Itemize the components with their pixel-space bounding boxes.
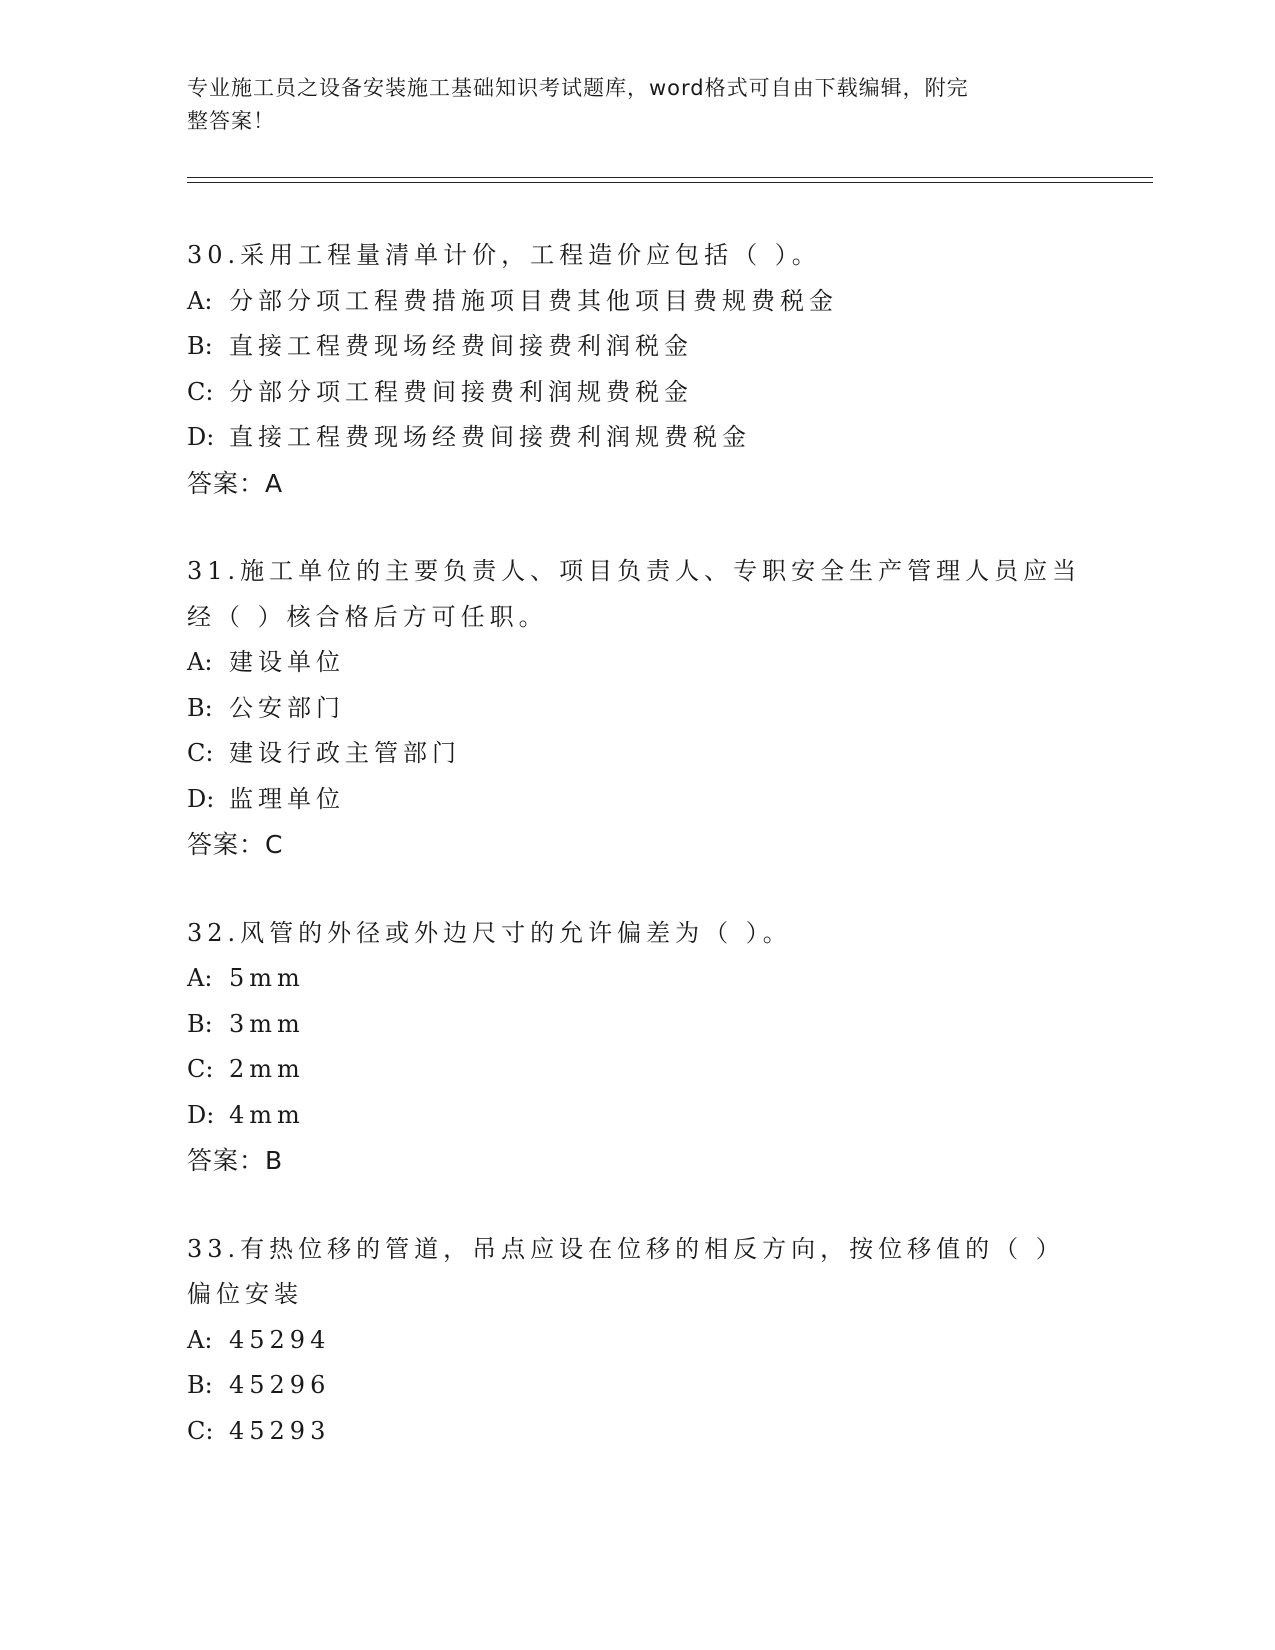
- option-text: 5mm: [229, 964, 305, 992]
- option-text: 直接工程费现场经费间接费利润规费税金: [229, 423, 751, 451]
- option-text: 3mm: [229, 1009, 305, 1038]
- option-text: 建设单位: [229, 648, 345, 676]
- header-divider-bottom: [187, 182, 1153, 183]
- question-stem: 30.采用工程量清单计价，工程造价应包括（ ）。: [187, 241, 821, 269]
- question-option: [187, 324, 1087, 370]
- question-list: [187, 233, 1087, 1497]
- option-text: 45296: [229, 1371, 331, 1399]
- option-text: 4mm: [229, 1100, 305, 1129]
- option-text: 监理单位: [229, 784, 345, 813]
- option-key: C:: [187, 1416, 214, 1445]
- question-stem: 33.有热位移的管道，吊点应设在位移的相反方向，按位移值的（ ）: [187, 1234, 1065, 1263]
- option-text: 45293: [229, 1416, 331, 1445]
- question-stem: 32.风管的外径或外边尺寸的允许偏差为（ ）。: [187, 918, 792, 947]
- question-option: [187, 1363, 1087, 1409]
- option-text: 公安部门: [229, 693, 345, 722]
- question-item: [187, 1227, 1087, 1455]
- option-key: A:: [187, 648, 213, 676]
- header-line-1: 专业施工员之设备安装施工基础知识考试题库，word格式可自由下载编辑，附完: [187, 76, 969, 100]
- question-option: [187, 731, 1087, 777]
- option-key: C:: [187, 377, 214, 406]
- document-header: [187, 72, 1067, 138]
- header-line-2: 整答案！: [187, 109, 275, 133]
- question-option: [187, 686, 1087, 732]
- option-text: 2mm: [229, 1055, 305, 1083]
- option-key: A:: [187, 1325, 213, 1354]
- question-answer: 答案：C: [187, 830, 284, 859]
- question-option: [187, 370, 1087, 416]
- option-key: D:: [187, 1100, 215, 1129]
- question-option: [187, 1002, 1087, 1048]
- option-key: C:: [187, 1055, 214, 1083]
- option-text: 建设行政主管部门: [229, 739, 461, 767]
- question-option: [187, 777, 1087, 823]
- option-key: B:: [187, 1009, 213, 1038]
- question-item: [187, 911, 1087, 1184]
- option-key: D:: [187, 423, 215, 451]
- question-option: [187, 1047, 1087, 1093]
- question-option: [187, 415, 1087, 461]
- question-answer: 答案：B: [187, 1146, 284, 1175]
- question-item: [187, 549, 1087, 868]
- option-key: B:: [187, 1371, 213, 1399]
- option-key: C:: [187, 739, 214, 767]
- question-option: [187, 640, 1087, 686]
- question-option: [187, 956, 1087, 1002]
- question-answer: 答案：A: [187, 468, 284, 498]
- question-stem: 31.施工单位的主要负责人、项目负责人、专职安全生产管理人员应当: [187, 557, 1082, 585]
- option-text: 分部分项工程费间接费利润规费税金: [229, 377, 693, 406]
- question-option: [187, 1093, 1087, 1139]
- header-divider-top: [187, 177, 1153, 178]
- option-key: D:: [187, 784, 215, 813]
- option-text: 45294: [229, 1325, 331, 1354]
- option-key: B:: [187, 332, 213, 360]
- question-stem: 经（ ）核合格后方可任职。: [187, 602, 548, 631]
- option-key: B:: [187, 693, 213, 722]
- question-option: [187, 279, 1087, 325]
- question-option: [187, 1409, 1087, 1455]
- question-item: [187, 233, 1087, 506]
- question-option: [187, 1318, 1087, 1364]
- option-key: A:: [187, 964, 213, 992]
- option-text: 分部分项工程费措施项目费其他项目费规费税金: [229, 286, 838, 315]
- option-text: 直接工程费现场经费间接费利润税金: [229, 332, 693, 360]
- question-stem: 偏位安装: [187, 1280, 303, 1308]
- option-key: A:: [187, 286, 213, 315]
